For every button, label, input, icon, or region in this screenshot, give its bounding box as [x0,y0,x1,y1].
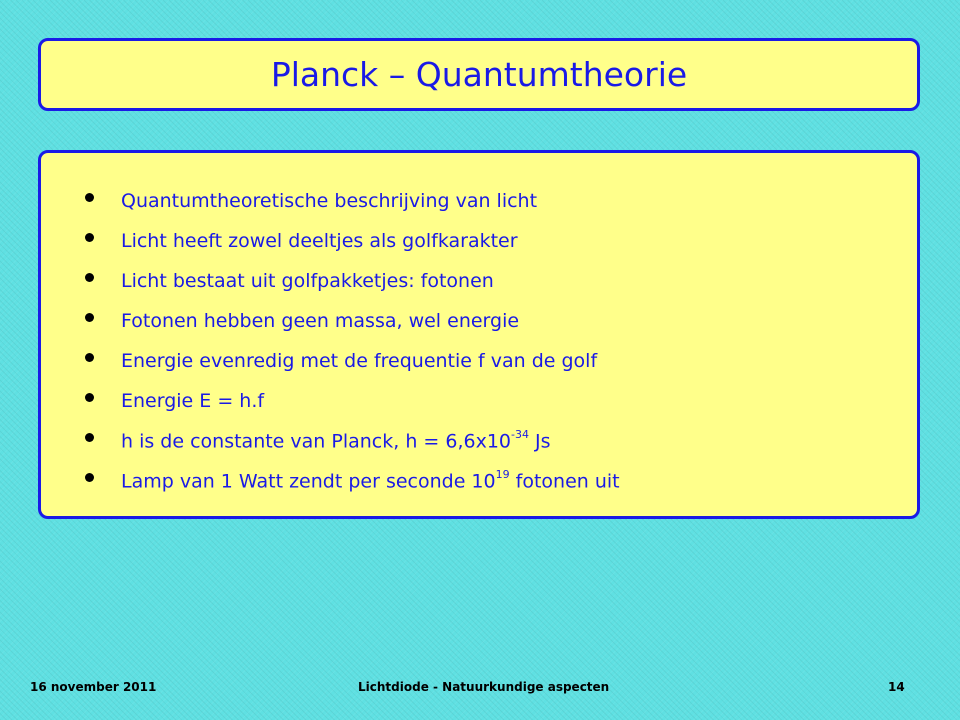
planck-constant-text: h is de constante van Planck, h = 6,6x10 [121,430,512,453]
planck-unit-text: Js [528,430,551,453]
page-number: 14 [888,680,905,694]
footer-date: 16 november 2011 [30,680,157,694]
lamp-text-end: fotonen uit [509,470,620,493]
footer-title: Lichtdiode - Natuurkundige aspecten [358,680,610,694]
bullet-dot-icon [85,233,94,242]
bullet-dot-icon [85,353,94,362]
bullet-text: Fotonen hebben geen massa, wel energie [121,310,520,332]
bullet-dot-icon [85,433,94,442]
bullet-item [85,381,620,421]
bullet-dot-icon [85,313,94,322]
bullet-list [85,181,620,501]
bullet-item [85,181,620,221]
bullet-text [121,467,620,493]
bullet-text: Quantumtheoretische beschrijving van licht [121,190,538,212]
bullet-item [85,421,620,461]
bullet-dot-icon [85,273,94,282]
bullet-text [121,427,551,453]
bullet-dot-icon [85,473,94,482]
bullet-text: Licht heeft zowel deeltjes als golfkarakter [121,230,518,252]
bullet-item [85,301,620,341]
bullet-item [85,221,620,261]
bullet-item [85,261,620,301]
bullet-item [85,461,620,501]
bullet-item [85,341,620,381]
photon-exponent: 19 [495,467,510,481]
bullet-text: Energie E = h.f [121,390,265,412]
lamp-text: Lamp van 1 Watt zendt per seconde 10 [121,470,496,493]
planck-exponent: -34 [511,427,529,441]
bullet-dot-icon [85,193,94,202]
slide-title: Planck – Quantumtheorie [270,55,688,94]
bullet-dot-icon [85,393,94,402]
bullet-text: Energie evenredig met de frequentie f van de golf [121,350,598,372]
title-box [38,38,920,111]
content-box [38,150,920,519]
bullet-text: Licht bestaat uit golfpakketjes: fotonen [121,270,494,292]
